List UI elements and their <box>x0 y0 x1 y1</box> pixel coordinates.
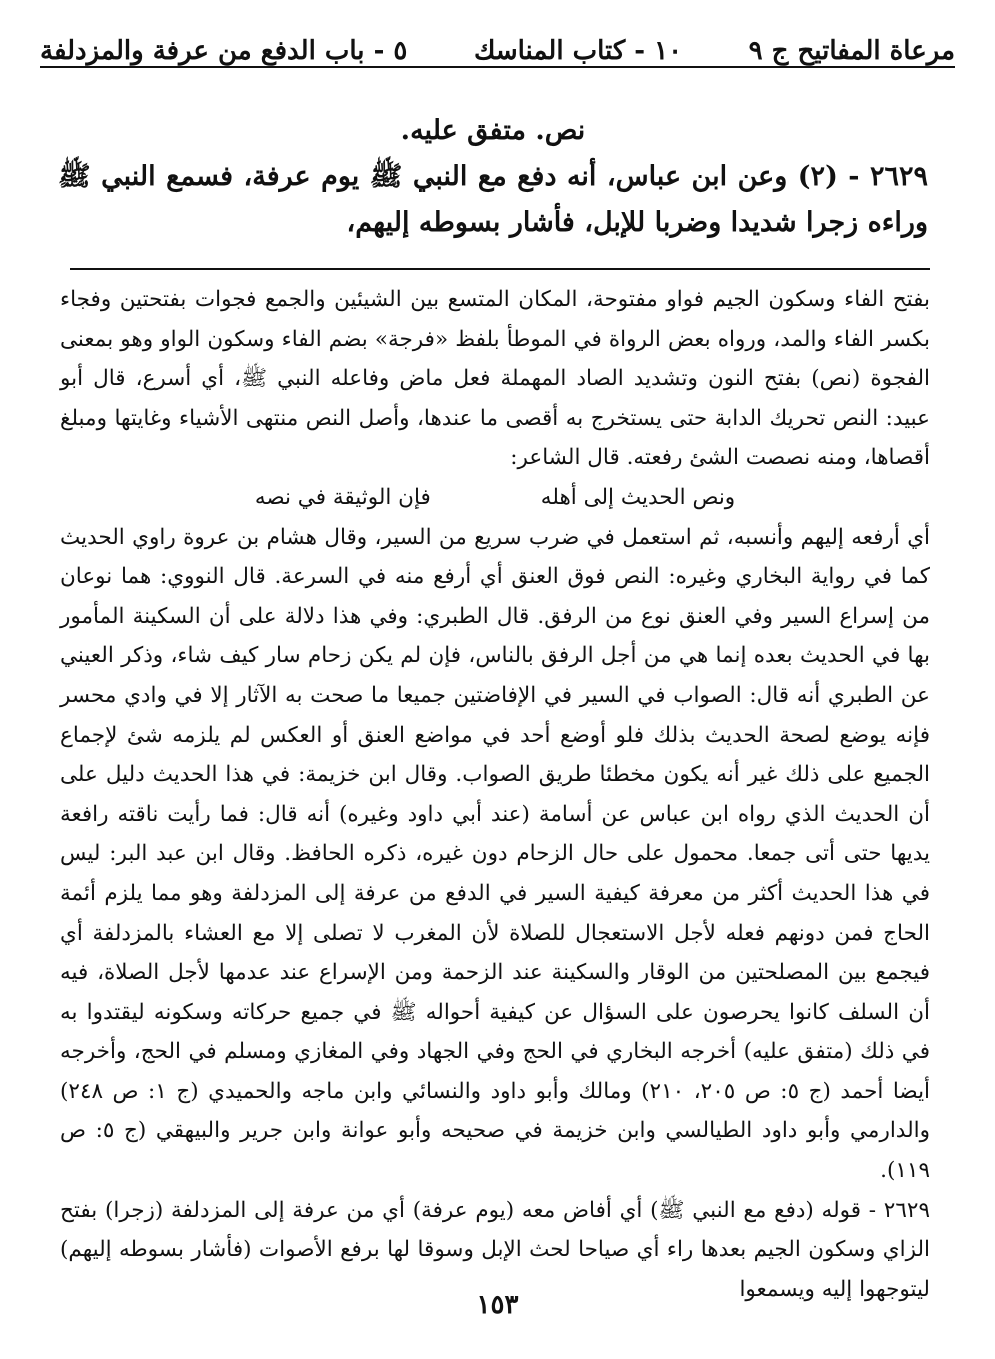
matn-previous-end: نص. متفق عليه. <box>400 115 586 146</box>
matn-sharh-divider <box>70 268 930 270</box>
matn-hadith-2629: ٢٦٢٩ - (٢) وعن ابن عباس، أنه دفع مع النبي ﷺ يوم عرفة، فسمع النبي ﷺ وراءه زجرا شديدا وضربا للإبل، فأشار بسوطه إليهم، <box>58 161 929 238</box>
running-header <box>40 22 955 66</box>
header-bab: ٥ - باب الدفع من عرفة والمزدلفة <box>40 36 408 66</box>
sharh-paragraph-1: بفتح الفاء وسكون الجيم فواو مفتوحة، المكان المتسع بين الشيئين والجمع فجوات بفتحتين وفجاء بكسر الفاء والمد، ورواه بعض الرواة في الموطأ بلفظ «فرجة» بضم الفاء وسكون الواو وهو بمعنى الفجوة (نص) بفتح النون وتشديد الصاد المهملة فعل ماض وفاعله النبي ﷺ، أي أسرع، قال أبو عبيد: النص تحريك الدابة حتى يستخرج به أقصى ما عندها، وأصل النص منتهى الأشياء وغايتها ومبلغ أقصاها، ومنه نصصت الشئ رفعته. قال الشاعر: <box>60 287 930 471</box>
header-rule <box>40 66 955 68</box>
sharh-paragraph-3: ٢٦٢٩ - قوله (دفع مع النبي ﷺ) أي أفاض معه (يوم عرفة) أي من عرفة إلى المزدلفة (زجرا) بفتح الزاي وسكون الجيم بعدها راء أي صياحا لحث الإبل وسوقا لها برفع الأصوات (فأشار بسوطه إليهم) ليتوجهوا إليه ويسمعوا <box>60 1197 930 1302</box>
sharh-section <box>60 280 930 1309</box>
sharh-paragraph-2: أي أرفعه إليهم وأنسبه، ثم استعمل في ضرب سريع من السير، وقال هشام بن عروة راوي الحديث كما في رواية البخاري وغيره: النص فوق العنق أي أرفع منه في السرعة. قال النووي: هما نوعان من إسراع السير وفي العنق نوع من الرفق. قال الطبري: وفي هذا دلالة على أن السكينة المأمور بها في الحديث بعده إنما هي من أجل الرفق بالناس، فإن لم يكن زحام سار كيف شاء، وذكر العيني عن الطبري أنه قال: الصواب في السير في الإفاضتين جميعا ما صحت به الآثار إلا في وادي محسر فإنه يوضع لصحة الحديث بذلك فلو أوضع أحد في مواضع العنق أو العكس لم يلزمه شئ لإجماع الجميع على ذلك غير أنه يكون مخطئا طريق الصواب. وقال ابن خزيمة: في هذا الحديث دليل على أن الحديث الذي رواه ابن عباس عن أسامة (عند أبي داود وغيره) أنه قال: فما رأيت ناقته رافعة يديها حتى أتى جمعا. محمول على حال الزحام دون غيره، ذكره الحافظ. وقال ابن عبد البر: ليس في هذا الحديث أكثر من معرفة كيفية السير في الدفع من عرفة إلى المزدلفة وهو مما يلزم أئمة الحاج فمن دونهم فعله لأجل الاستعجال للصلاة لأن المغرب لا تصلى إلا مع العشاء بالمزدلفة أي فيجمع بين المصلحتين من الوقار والسكينة عند الزحمة ومن الإسراع عند عدمها لأجل الصلاة، فيه أن السلف كانوا يحرصون على السؤال عن كيفية أحواله ﷺ في جميع حركاته وسكونه ليقتدوا به في ذلك (متفق عليه) أخرجه البخاري في الحج وفي الجهاد وفي المغازي ومسلم في الحج، وأخرجه أيضا أحمد (ج ٥: ص ٢٠٥، ٢١٠) ومالك وأبو داود والنسائي وابن ماجه والحميدي (ج ١: ص ٢٤٨) والدارمي وأبو داود الطيالسي وابن خزيمة في صحيحه وأبو عوانة وابن جرير والبيهقي (ج ٥: ص ١١٩). <box>60 524 931 1184</box>
verse-second-hemistich: فإن الوثيقة في نصه <box>254 484 431 510</box>
matn-section <box>58 108 928 246</box>
verse-first-hemistich: ونص الحديث إلى أهله <box>540 484 736 510</box>
header-kitab: ١٠ - كتاب المناسك <box>473 36 683 66</box>
poetry-verse <box>60 478 930 518</box>
header-book-title: مرعاة المفاتيح ج ٩ <box>748 36 955 66</box>
page-number: ١٥٣ <box>476 1290 519 1320</box>
